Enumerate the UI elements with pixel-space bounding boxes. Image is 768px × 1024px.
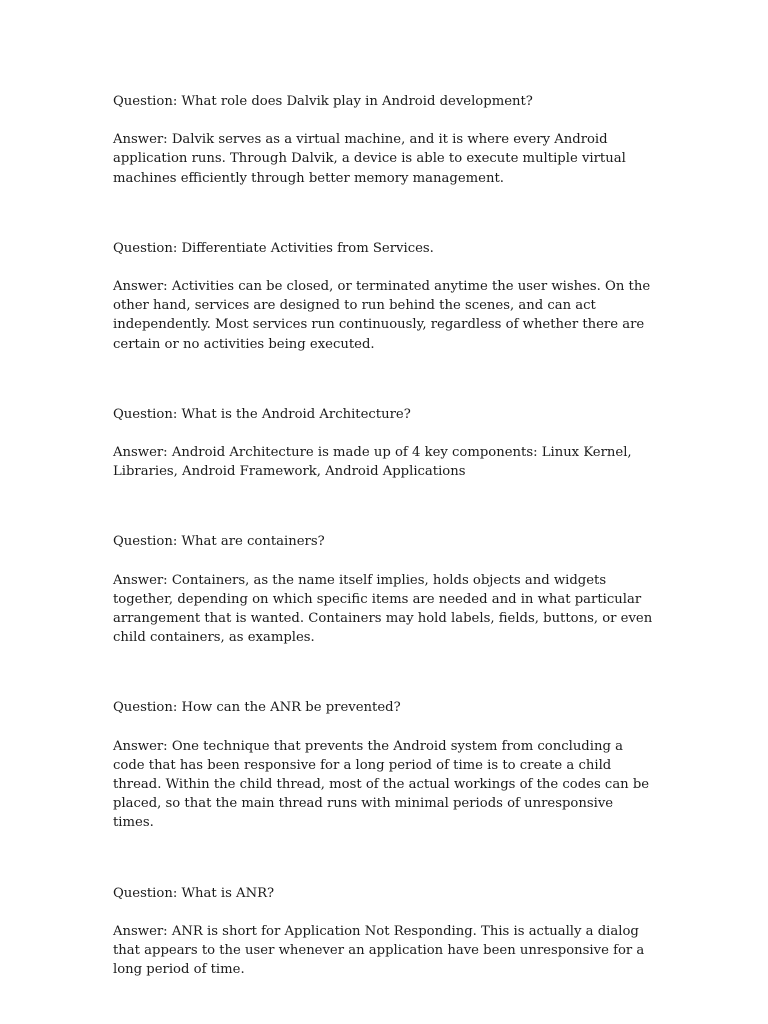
qa-item-dalvik	[113, 92, 658, 188]
answer-text: Answer: Activities can be closed, or terminated anytime the user wishes. On the other hand, services are designed to run behind the scenes, and can act independently. Most services run continuously, regardless of whether there are certain or no activities being executed.	[113, 279, 651, 352]
qa-item-containers	[113, 532, 658, 647]
answer-text: Answer: Android Architecture is made up of 4 key components: Linux Kernel, Libraries, Android Framework, Android Applications	[113, 445, 632, 480]
answer-text: Answer: ANR is short for Application Not Responding. This is actually a dialog that appears to the user whenever an application have been unresponsive for a long period of time.	[113, 923, 645, 978]
question-text: Question: How can the ANR be prevented?	[113, 700, 401, 716]
answer-text: Answer: Dalvik serves as a virtual machine, and it is where every Android application runs. Through Dalvik, a device is able to execute multiple virtual machines efficiently through better memory management.	[113, 132, 626, 186]
question-text: Question: What is ANR?	[113, 885, 275, 901]
qa-item-anr	[113, 884, 658, 980]
question-text: Question: What role does Dalvik play in Android development?	[113, 94, 533, 109]
answer-text: Answer: Containers, as the name itself implies, holds objects and widgets together, depending on which specific items are needed and in what particular arrangement that is wanted. Containers may hold labels, fields, buttons, or even child containers, as examples.	[113, 572, 653, 646]
qa-item-architecture	[113, 405, 658, 482]
question-text: Question: Differentiate Activities from Services.	[113, 240, 434, 256]
question-text: Question: What is the Android Architecture?	[113, 406, 411, 422]
document-page	[113, 92, 658, 979]
question-text: Question: What are containers?	[113, 534, 325, 550]
qa-item-anr-prevention	[113, 698, 658, 832]
qa-item-activities-services	[113, 239, 658, 354]
answer-text: Answer: One technique that prevents the Android system from concluding a code that has been responsive for a long period of time is to create a child thread. Within the child thread, most of the actual workings of the codes can be placed, so that the main thread runs with minimal periods of unresponsive times.	[113, 738, 650, 831]
